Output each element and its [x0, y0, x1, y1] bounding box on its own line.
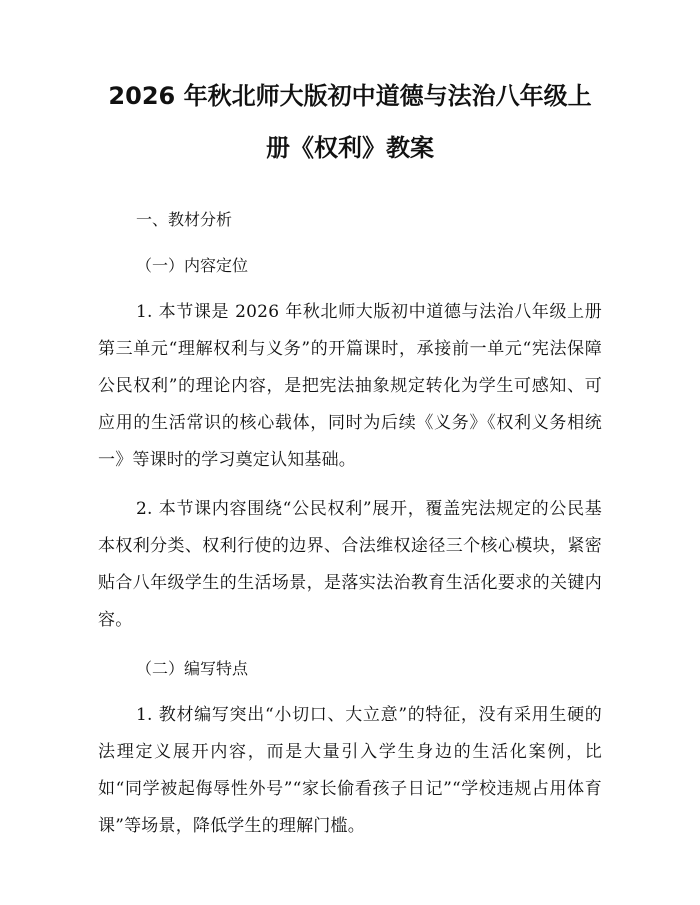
subsection-heading-content-positioning: （一）内容定位 [136, 256, 249, 275]
section-heading-textbook-analysis: 一、教材分析 [136, 210, 233, 229]
paragraph-positioning-1: 1. 本节课是 2026 年秋北师大版初中道德与法治八年级上册第三单元“理解权利与义务”的开篇课时，承接前一单元“宪法保障公民权利”的理论内容，是把宪法抽象规定转化为学生可感知、可应用的生活常识的核心载体，同时为后续《义务》《权利义务相统一》等课时的学习奠定认知基础。 [98, 302, 602, 470]
document-title [98, 70, 602, 174]
title-line-1: 2026 年秋北师大版初中道德与法治八年级上 [108, 82, 592, 110]
paragraph-positioning-2: 2. 本节课内容围绕“公民权利”展开，覆盖宪法规定的公民基本权利分类、权利行使的边界、合法维权途径三个核心模块，紧密贴合八年级学生的生活场景，是落实法治教育生活化要求的关键内容。 [98, 499, 602, 630]
paragraph-features-1: 1. 教材编写突出“小切口、大立意”的特征，没有采用生硬的法理定义展开内容，而是大量引入学生身边的生活化案例，比如“同学被起侮辱性外号”“家长偷看孩子日记”“学校违规占用体育课”等场景，降低学生的理解门槛。 [98, 705, 602, 836]
subsection-heading-writing-features: （二）编写特点 [136, 659, 249, 678]
title-line-2: 册《权利》教案 [266, 134, 434, 162]
